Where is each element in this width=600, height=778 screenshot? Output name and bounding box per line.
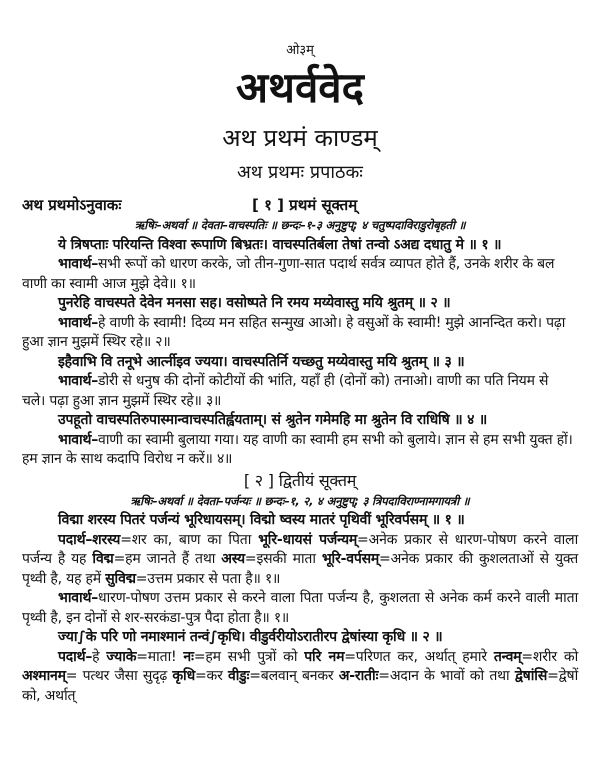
meaning: =शर का, बाण का पिता (120, 531, 259, 548)
meaning: = (65, 668, 78, 684)
mantra-1-3: इहैवाभि वि तनूभे आर्त्नीइव ज्यया। वाचस्पतिर्नि यच्छतु मय्येवास्तु मयि श्रुतम् ॥ ३ ॥ (58, 353, 465, 370)
meaning: =अनेक प्रकार से धारण-पोषण करने वाला (357, 531, 579, 548)
bhavarth-1-2-cont: हुआ ज्ञान मुझमें स्थिर रहे॥ २॥ (22, 334, 171, 350)
om-heading: ओ३म् (286, 43, 314, 58)
term: अश्मानम् (22, 668, 66, 684)
term: विद्म (92, 551, 114, 567)
meaning: =हम सभी पुत्रों को (193, 648, 305, 665)
meaning: =हम जानते हैं तथा (113, 551, 222, 567)
meaning: =कर (194, 668, 228, 684)
meaning: हे (92, 648, 107, 665)
meaning: =बलवान् बनकर (249, 668, 339, 684)
bhavarth-1-3-cont: चले। पढ़ा हुआ ज्ञान मुझमें स्थिर रहे॥ ३॥ (22, 392, 222, 409)
bhavarth-1-1 (22, 255, 578, 275)
meaning: पर्जन्य है यह (22, 551, 93, 567)
term: कृधि (172, 668, 195, 684)
term: अ-रातीः (338, 668, 379, 684)
sukta-2-rishi: ऋषिः–अथर्वा ॥ देवता–पर्जन्यः ॥ छन्दः–१, २, ४ अनुष्टुप्; ३ त्रिपदाविराण्नामगायत्री ॥ (130, 493, 470, 508)
bhavarth-label: भावार्थ– (58, 314, 99, 331)
bhavarth-label: भावार्थ– (58, 590, 99, 606)
mantra-1-4: उपहूतो वाचस्पतिरुपास्मान्वाचस्पतिर्ह्वयताम्। सं श्रुतेन गमेमहि मा श्रुतेन वि राधिषि ॥ ४ ॥ (58, 412, 488, 428)
meaning: पत्थर जैसा सुदृढ़ (82, 668, 173, 684)
mantra-2-2: ज्या∫के परि णो नमाश्मानं तन्वं∫कृधि। वीडुर्वरीयोऽरातीरप द्वेषांस्या कृधि ॥ २ ॥ (58, 629, 443, 645)
term: अस्य (221, 551, 245, 567)
meaning: =उत्तम प्रकार से पता है॥ १॥ (135, 570, 281, 587)
meaning: =इसकी माता (244, 551, 322, 567)
meaning: =शरीर को (521, 648, 579, 665)
term: नः (183, 648, 194, 665)
meaning: =अदान के भावों को तथा (378, 668, 515, 684)
meaning: =द्वेषों को, अर्थात् (22, 668, 578, 704)
term: परि नम (304, 648, 345, 665)
bhavarth-1-2 (22, 314, 578, 334)
prapathaka-heading: अथ प्रथमः प्रपाठकः (237, 162, 363, 183)
sukta-1-heading: [ १ ] प्रथमं सूक्तम् (252, 196, 358, 214)
bhavarth-text: हे वाणी के स्वामी! दिव्य मन सहित सन्मुख आओ। हे वसुओं के स्वामी! मुझे आनन्दित करो। पढ़ा (98, 314, 566, 331)
bhavarth-text: धारण-पोषण उत्तम प्रकार से करने वाला पिता पर्जन्य है, कुशलता से अनेक कर्म करने वाली माता (98, 590, 578, 606)
bhavarth-text: पृथ्वी है, इन दोनों से शर-सरकंडा-पुत्र पैदा होता है॥ १॥ (22, 609, 290, 626)
bhavarth-label: भावार्थ– (58, 431, 99, 448)
padarth-label: पदार्थ– (58, 648, 93, 665)
bhavarth-1-1-cont: वाणी का स्वामी आज मुझे देवे॥ १॥ (22, 275, 196, 292)
page-title: अथर्ववेद (236, 63, 364, 112)
term: सुविद्म (105, 570, 136, 587)
bhavarth-text: सभी रूपों को धारण करके, जो तीन-गुणा-सात पदार्थ सर्वत्र व्यापत होते हैं, उनके शरीर के बल (98, 256, 555, 272)
mantra-1-1: ये त्रिषप्ताः परियन्ति विश्वा रूपाणि बिभ्रतः। वाचस्पतिर्बला तेषां तन्वो ऽअद्य दधातु मे ॥ १ ॥ (58, 236, 502, 253)
term: वीडुः (227, 668, 250, 684)
bhavarth-1-4 (22, 431, 578, 451)
bhavarth-2-1 (22, 589, 578, 628)
anuvaka-line (22, 194, 578, 216)
bhavarth-text: वाणी का स्वामी बुलाया गया। यह वाणी का स्वामी हम सभी को बुलाये। ज्ञान से हम सभी युक्त हों। (98, 431, 573, 448)
term: ज्याके (106, 648, 137, 665)
sukta-1-rishi: ऋषिः–अथर्वा ॥ देवता–वाचस्पतिः ॥ छन्दः–१-३ अनुष्टुप्; ४ चतुष्पदाविराडुरोबृहती ॥ (134, 218, 466, 232)
meaning: =माता! (136, 648, 184, 665)
bhavarth-1-4-cont: हम ज्ञान के साथ कदापि विरोध न करें॥ ४॥ (22, 451, 233, 467)
anuvaka-label: अथ प्रथमोऽनुवाकः (22, 196, 122, 214)
padarth-label: पदार्थ– (58, 531, 93, 548)
padarth-2-2 (22, 648, 578, 707)
sukta-2-heading: [ २ ] द्वितीयं सूक्तम् (243, 470, 357, 490)
meaning: =अनेक प्रकार की कुशलताओं से युक्त (379, 551, 578, 567)
bhavarth-label: भावार्थ– (58, 256, 99, 272)
mantra-1-2: पुनरेहि वाचस्पते देवेन मनसा सह। वसोष्पते नि रमय मय्येवास्तु मयि श्रुतम् ॥ २ ॥ (58, 295, 451, 311)
term: भूरि-वर्पसम् (321, 551, 380, 567)
meaning: =परिणत कर, अर्थात् हमारे (344, 648, 494, 665)
bhavarth-text: डोरी से धनुष की दोनों कोटीयों की भांति, यहाँ ही (दोनों को) तनाओ। वाणी का पति नियम से (98, 373, 549, 389)
bhavarth-1-3 (22, 372, 578, 392)
kanda-heading: अथ प्रथमं काण्डम् (222, 124, 378, 152)
term: भूरि-धायसं पर्जन्यम् (258, 531, 358, 548)
mantra-2-1: विद्मा शरस्य पितरं पर्जन्यं भूरिधायसम्। विद्मो ष्वस्य मातरं पृथिवीं भूरिवर्पसम् ॥ १ ॥ (58, 512, 465, 528)
padarth-2-1 (22, 531, 578, 590)
term: शरस्य (92, 531, 121, 548)
term: द्वेषांसि (514, 668, 548, 684)
term: तन्वम् (493, 648, 522, 665)
page-body (22, 194, 578, 706)
bhavarth-label: भावार्थ– (58, 373, 99, 389)
meaning: पृथ्वी है, यह हमें (22, 570, 106, 587)
